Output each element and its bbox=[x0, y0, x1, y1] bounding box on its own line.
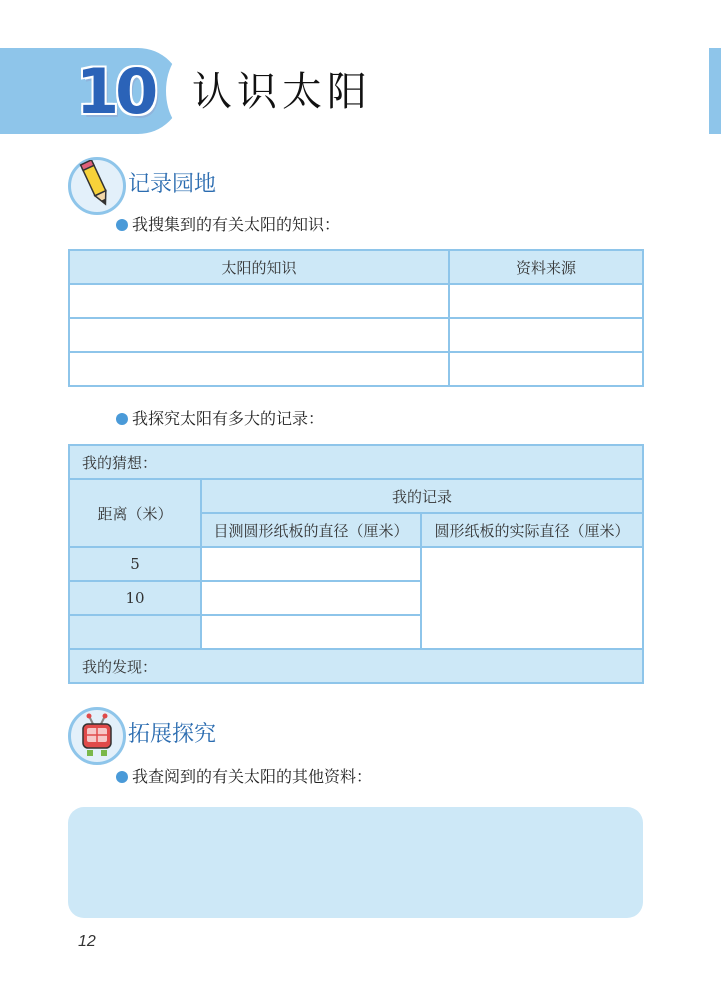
measured-cell[interactable] bbox=[201, 547, 421, 581]
sun-size-record-table bbox=[68, 444, 644, 684]
bullet-dot bbox=[116, 771, 128, 783]
explore-prompt bbox=[116, 408, 324, 430]
distance-cell: 5 bbox=[69, 547, 201, 581]
actual-diameter-cell[interactable] bbox=[421, 547, 643, 649]
table-row bbox=[69, 547, 643, 581]
col-source: 资料来源 bbox=[449, 250, 643, 284]
source-cell[interactable] bbox=[449, 284, 643, 318]
measured-cell[interactable] bbox=[201, 581, 421, 615]
source-cell[interactable] bbox=[449, 318, 643, 352]
lesson-title: 认识太阳 bbox=[192, 69, 372, 115]
bullet-dot bbox=[116, 413, 128, 425]
robot-tv-icon bbox=[68, 707, 126, 765]
knowledge-prompt bbox=[116, 214, 340, 236]
extension-notes-box[interactable] bbox=[68, 807, 643, 918]
page-edge-tab bbox=[709, 48, 721, 134]
distance-cell[interactable] bbox=[69, 615, 201, 649]
guess-row[interactable]: 我的猜想： bbox=[69, 445, 643, 479]
table-row bbox=[69, 352, 643, 386]
knowledge-table bbox=[68, 249, 644, 387]
my-record-header: 我的记录 bbox=[201, 479, 643, 513]
table-row bbox=[69, 318, 643, 352]
knowledge-cell[interactable] bbox=[69, 352, 449, 386]
actual-diameter-header: 圆形纸板的实际直径（厘米） bbox=[421, 513, 643, 547]
knowledge-prompt-text: 我搜集到的有关太阳的知识： bbox=[132, 215, 341, 234]
table-row bbox=[69, 284, 643, 318]
source-cell[interactable] bbox=[449, 352, 643, 386]
distance-cell: 10 bbox=[69, 581, 201, 615]
finding-row[interactable]: 我的发现： bbox=[69, 649, 643, 683]
record-section-title: 记录园地 bbox=[128, 172, 217, 197]
distance-header: 距离（米） bbox=[69, 479, 201, 547]
bullet-dot bbox=[116, 219, 128, 231]
pencil-icon bbox=[68, 157, 126, 215]
extension-section-title: 拓展探究 bbox=[128, 722, 217, 747]
col-sun-knowledge: 太阳的知识 bbox=[69, 250, 449, 284]
lesson-number: 10 bbox=[76, 55, 155, 128]
measured-diameter-header: 目测圆形纸板的直径（厘米） bbox=[201, 513, 421, 547]
explore-prompt-text: 我探究太阳有多大的记录： bbox=[132, 409, 325, 428]
knowledge-cell[interactable] bbox=[69, 318, 449, 352]
extension-prompt bbox=[116, 766, 372, 788]
knowledge-cell[interactable] bbox=[69, 284, 449, 318]
extension-prompt-text: 我查阅到的有关太阳的其他资料： bbox=[132, 767, 373, 786]
measured-cell[interactable] bbox=[201, 615, 421, 649]
page-number: 12 bbox=[78, 933, 96, 950]
